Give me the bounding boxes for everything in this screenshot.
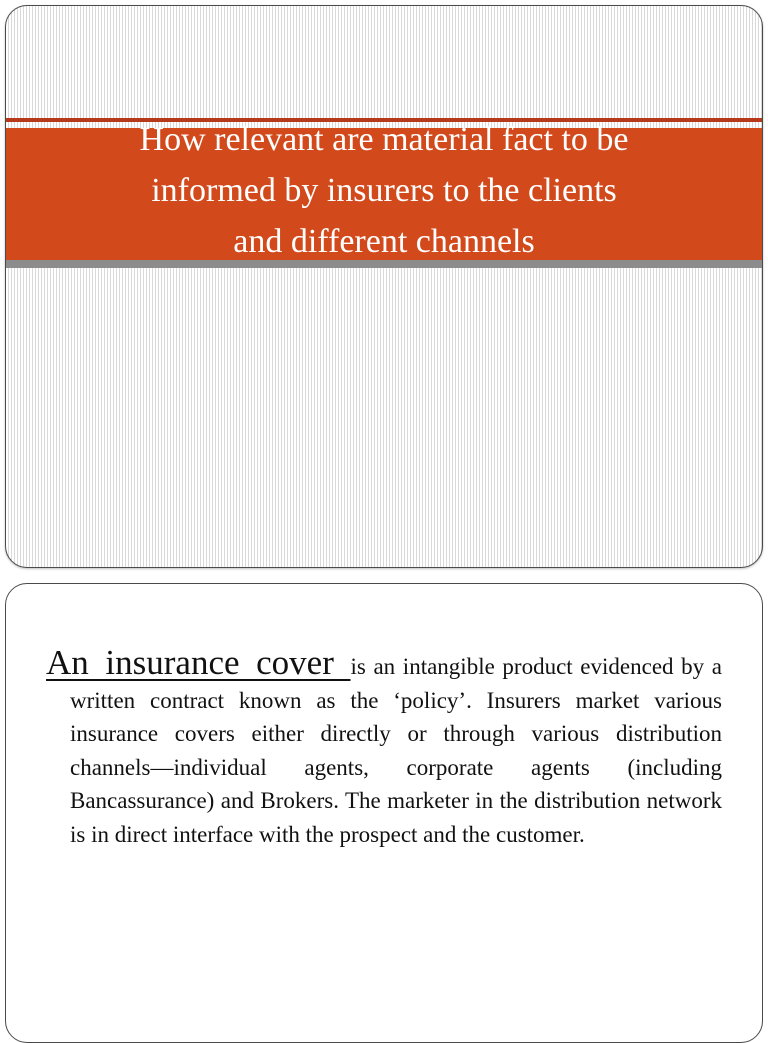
title-band [6, 118, 762, 268]
slide-body [46, 643, 722, 851]
body-text: is an intangible product evidenced by a written contract known as the ‘policy’. Insurers market various insurance covers either directly or through various distribution channels—individual agents, corporate agents (including Bancassurance) and Brokers. The marketer in the distribution network is in direct interface with the prospect and the customer. [70, 654, 722, 847]
content-slide [5, 583, 763, 1043]
title-slide [5, 5, 763, 568]
lead-term: An insurance cover [46, 643, 351, 682]
slide-title: How relevant are material fact to be informed by insurers to the clients and different channels [139, 121, 629, 260]
